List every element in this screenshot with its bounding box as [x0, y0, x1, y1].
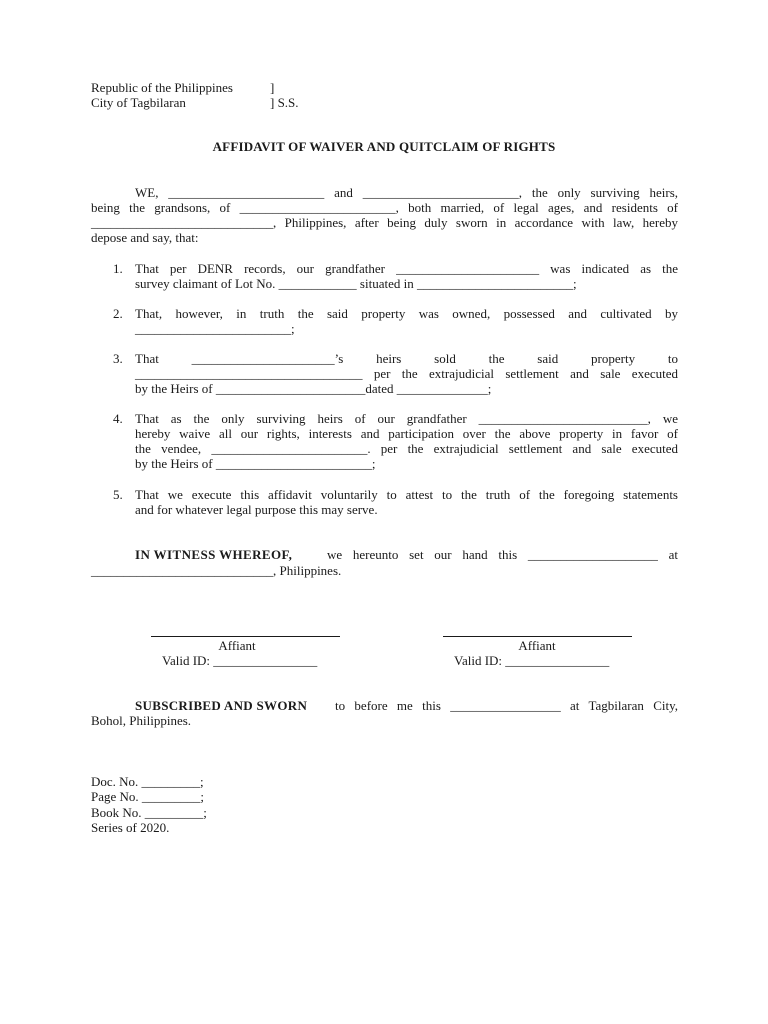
item-number: 3.: [113, 351, 123, 366]
jurat-heading: SUBSCRIBED AND SWORN: [135, 698, 308, 713]
item-line: ___________________________________ per the extrajudicial settlement and sale executed: [135, 366, 678, 381]
item-line: ________________________;: [135, 321, 295, 336]
witness-line-2: ____________________________, Philippines.: [91, 563, 342, 578]
item-number: 4.: [113, 411, 123, 426]
affiant-label: Affiant: [518, 638, 556, 653]
jurat-line-2: Bohol, Philippines.: [91, 713, 192, 728]
witness-line-1: we hereunto set our hand this ____________________ at: [327, 547, 678, 562]
item-number: 1.: [113, 261, 123, 276]
jurat-line-1: to before me this _________________ at Tagbilaran City,: [335, 698, 678, 713]
book-number: Book No. _________;: [91, 805, 207, 820]
item-line: That ______________________’s heirs sold the said property to: [135, 351, 678, 366]
document-title: AFFIDAVIT OF WAIVER AND QUITCLAIM OF RIGHTS: [212, 139, 556, 154]
intro-line-2: being the grandsons, of ________________________, both married, of legal ages, and residents of: [91, 200, 678, 215]
signature-line: [151, 636, 340, 637]
item-line: survey claimant of Lot No. ____________ situated in ________________________;: [135, 276, 577, 291]
item-line: by the Heirs of ________________________;: [135, 456, 376, 471]
item-line: and for whatever legal purpose this may serve.: [135, 502, 378, 517]
venue-line-2: City of Tagbilaran: [91, 95, 186, 110]
venue-line-1: Republic of the Philippines: [91, 80, 233, 95]
item-line: That, however, in truth the said property was owned, possessed and cultivated by: [135, 306, 678, 321]
affiant-label: Affiant: [218, 638, 256, 653]
item-line: the vendee, ________________________. per the extrajudicial settlement and sale executed: [135, 441, 678, 456]
signature-line: [443, 636, 632, 637]
item-line: That per DENR records, our grandfather ______________________ was indicated as the: [135, 261, 678, 276]
item-line: by the Heirs of _______________________dated ______________;: [135, 381, 492, 396]
venue-bracket-1: ]: [270, 80, 275, 95]
intro-line-1: WE, ________________________ and ________________________, the only surviving heirs,: [135, 185, 678, 200]
item-line: That as the only surviving heirs of our grandfather __________________________, we: [135, 411, 678, 426]
item-line: hereby waive all our rights, interests and participation over the above property in favor of: [135, 426, 678, 441]
doc-number: Doc. No. _________;: [91, 774, 204, 789]
series-year: Series of 2020.: [91, 820, 170, 835]
item-number: 5.: [113, 487, 123, 502]
item-line: That we execute this affidavit voluntarily to attest to the truth of the foregoing statements: [135, 487, 678, 502]
item-number: 2.: [113, 306, 123, 321]
venue-bracket-2: ] S.S.: [270, 95, 299, 110]
witness-heading: IN WITNESS WHEREOF,: [135, 547, 293, 562]
valid-id-label: Valid ID: ________________: [454, 653, 610, 668]
intro-line-4: depose and say, that:: [91, 230, 199, 245]
valid-id-label: Valid ID: ________________: [162, 653, 318, 668]
intro-line-3: ____________________________, Philippines, after being duly sworn in accordance with law, hereby: [91, 215, 678, 230]
page-number: Page No. _________;: [91, 789, 205, 804]
